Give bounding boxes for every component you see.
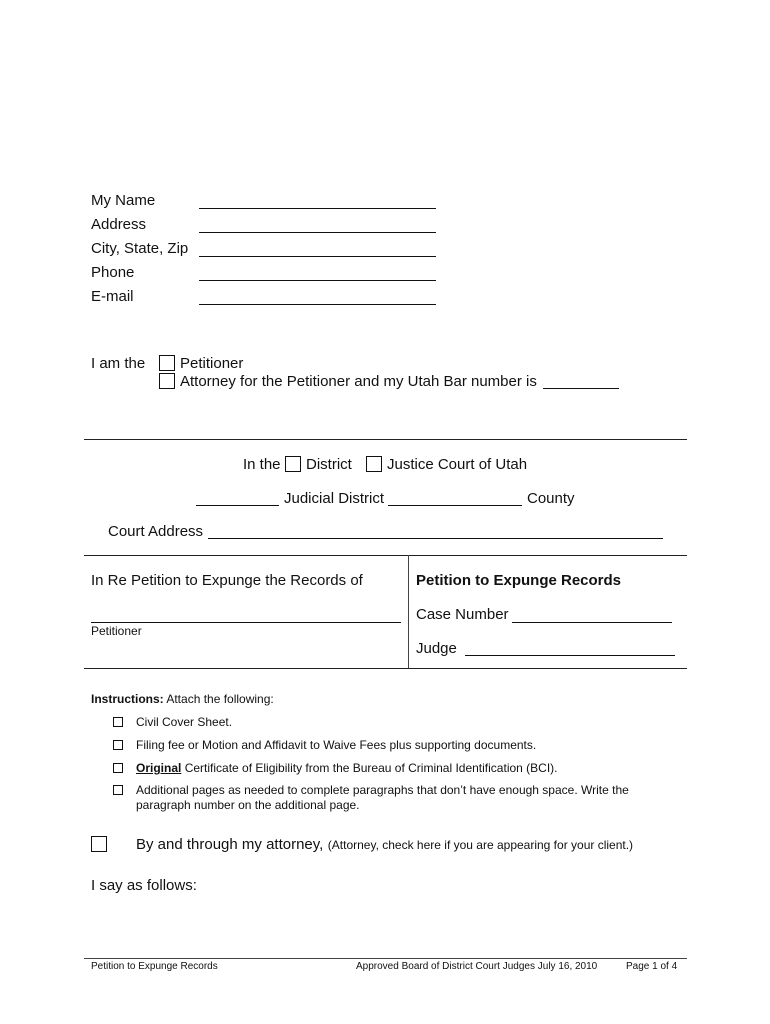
additional-pages-checkbox[interactable] <box>113 785 123 795</box>
footer-rule <box>84 958 687 959</box>
justice-court-label: Justice Court of Utah <box>387 456 528 473</box>
in-the-label: In the <box>243 456 281 473</box>
court-address-field[interactable] <box>208 538 663 539</box>
filing-fee-checkbox[interactable] <box>113 740 123 750</box>
email-label: E-mail <box>91 288 134 305</box>
instruction-item: Filing fee or Motion and Affidavit to Waive Fees plus supporting documents. <box>136 738 537 752</box>
petitioner-caption-label: Petitioner <box>91 624 142 638</box>
judge-field[interactable] <box>465 655 675 656</box>
phone-field[interactable] <box>199 280 436 281</box>
name-label: My Name <box>91 192 156 209</box>
instruction-item: Civil Cover Sheet. <box>136 715 233 729</box>
instructions-heading: Instructions: <box>91 692 164 706</box>
case-number-field[interactable] <box>512 622 672 623</box>
caption-divider <box>408 555 409 668</box>
footer-page-number: Page 1 of 4 <box>626 961 678 972</box>
civil-cover-sheet-checkbox[interactable] <box>113 717 123 727</box>
petitioner-checkbox[interactable] <box>159 355 175 371</box>
address-label: Address <box>91 216 147 233</box>
instruction-item-continued: paragraph number on the additional page. <box>136 798 360 812</box>
case-number-label: Case Number <box>416 606 509 623</box>
court-address-label: Court Address <box>108 523 204 540</box>
judge-label: Judge <box>416 640 457 657</box>
justice-court-checkbox[interactable] <box>366 456 382 472</box>
i-say-as-follows: I say as follows: <box>91 877 197 894</box>
city-state-zip-field[interactable] <box>199 256 436 257</box>
footer-title: Petition to Expunge Records <box>91 961 218 972</box>
footer-approved: Approved Board of District Court Judges July 16, 2010 <box>356 961 598 972</box>
county-field[interactable] <box>388 505 522 506</box>
bar-number-field[interactable] <box>543 388 619 389</box>
attorney-label: Attorney for the Petitioner and my Utah Bar number is <box>180 373 537 390</box>
in-re-label: In Re Petition to Expunge the Records of <box>91 572 363 589</box>
district-label: District <box>306 456 352 473</box>
address-field[interactable] <box>199 232 436 233</box>
petitioner-name-field[interactable] <box>91 622 401 623</box>
judicial-district-label: Judicial District <box>284 490 385 507</box>
attorney-checkbox[interactable] <box>159 373 175 389</box>
instruction-item: Additional pages as needed to complete paragraphs that don’t have enough space. Write the <box>136 783 629 797</box>
attorney-appearing-line <box>136 836 633 854</box>
caption-bottom-rule <box>84 668 687 669</box>
original-emphasis: Original <box>136 761 182 775</box>
district-court-checkbox[interactable] <box>285 456 301 472</box>
instruction-item <box>136 761 558 775</box>
phone-label: Phone <box>91 264 135 281</box>
caption-top-rule <box>84 555 687 556</box>
name-field[interactable] <box>199 208 436 209</box>
document-title: Petition to Expunge Records <box>416 572 622 589</box>
attorney-appearing-label: By and through my attorney, <box>136 836 324 853</box>
attorney-appearing-note: (Attorney, check here if you are appearing for your client.) <box>327 838 634 852</box>
section-divider <box>84 439 687 440</box>
county-label: County <box>527 490 575 507</box>
instructions-intro: Attach the following: <box>166 692 274 706</box>
certificate-checkbox[interactable] <box>113 763 123 773</box>
petitioner-label: Petitioner <box>180 355 244 372</box>
i-am-the-label: I am the <box>91 355 146 372</box>
certificate-text: Certificate of Eligibility from the Bureau of Criminal Identification (BCI). <box>184 761 558 775</box>
email-field[interactable] <box>199 304 436 305</box>
city-state-zip-label: City, State, Zip <box>91 240 189 257</box>
attorney-appearing-checkbox[interactable] <box>91 836 107 852</box>
judicial-district-field[interactable] <box>196 505 279 506</box>
instructions-line <box>91 692 274 706</box>
